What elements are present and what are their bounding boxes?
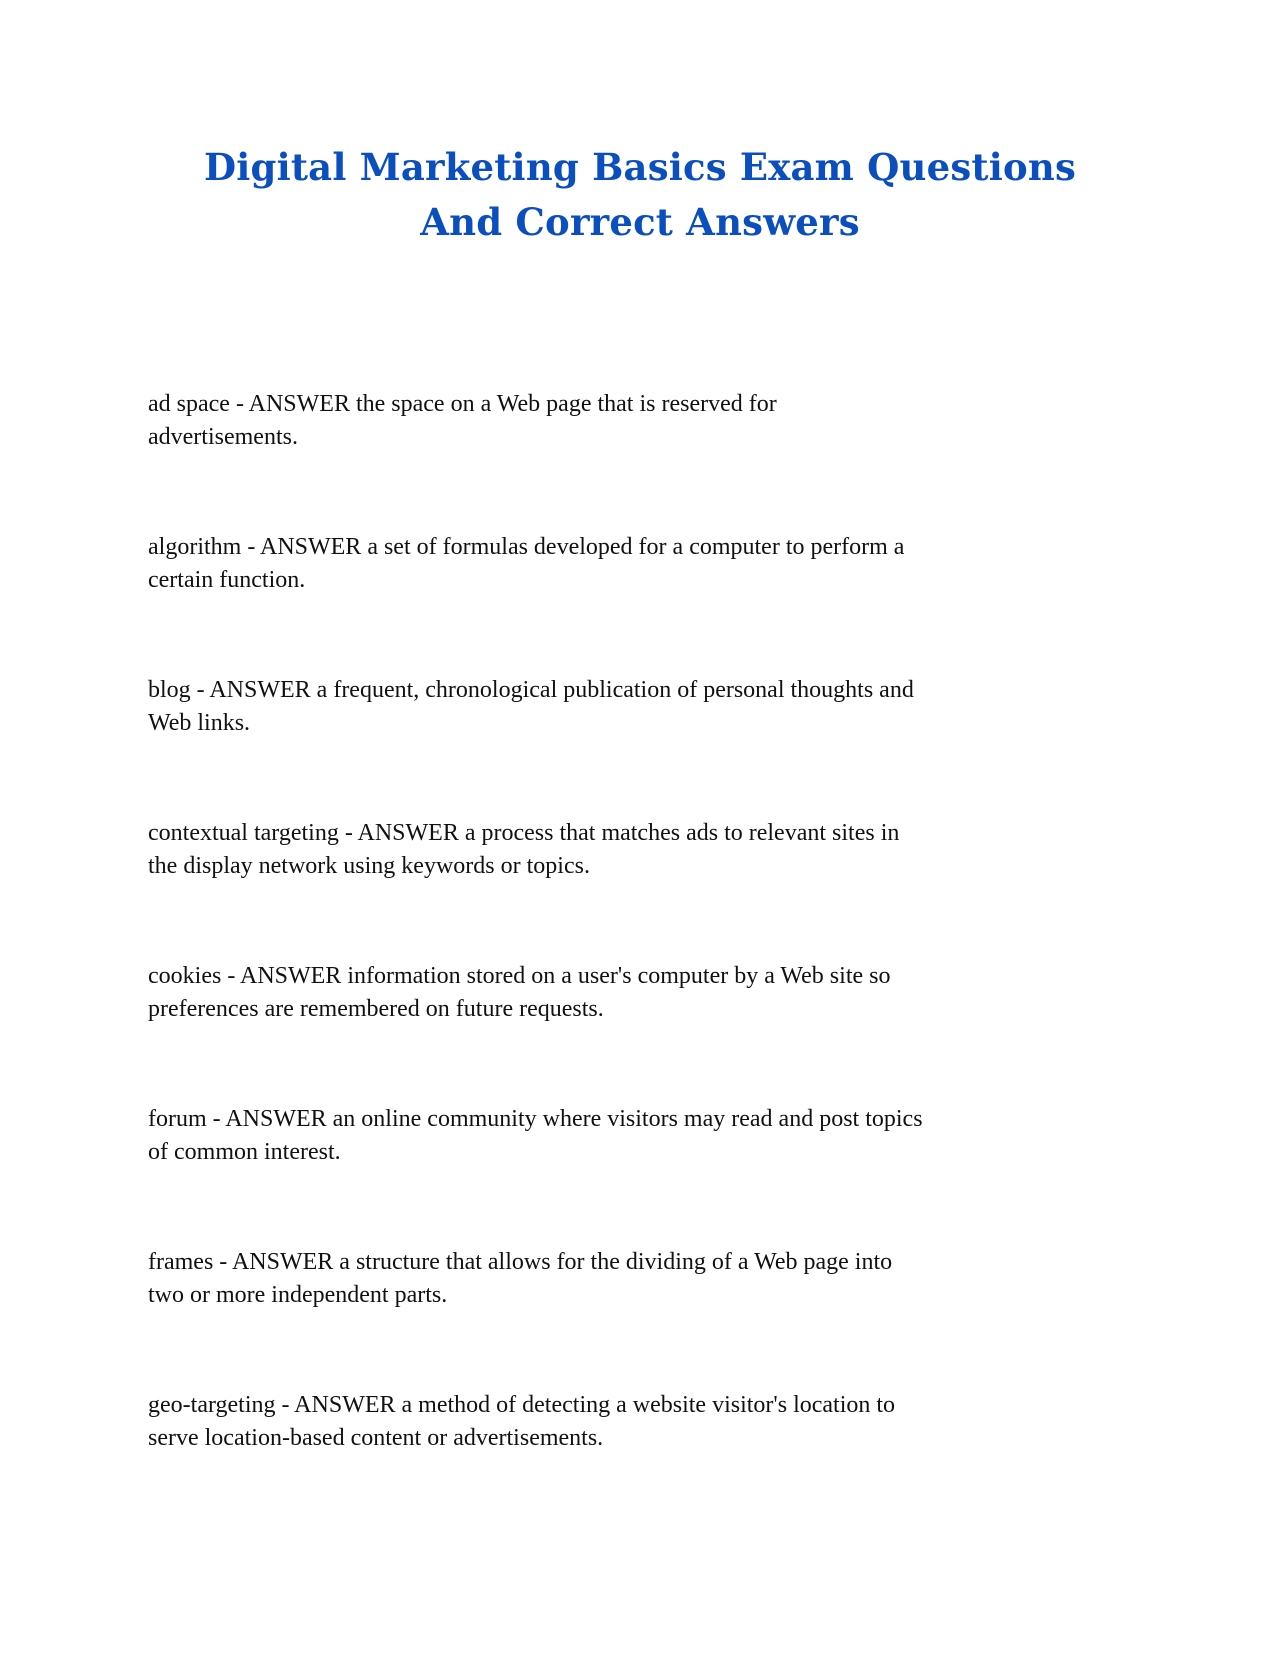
qa-entry-algorithm [148, 531, 1138, 674]
entry-line: the display network using keywords or topics. [148, 853, 590, 879]
qa-entry-forum [148, 1103, 1138, 1246]
entry-line: algorithm - ANSWER a set of formulas developed for a computer to perform a [148, 534, 905, 560]
entry-line: of common interest. [148, 1139, 341, 1165]
qa-entry-cookies [148, 960, 1138, 1103]
qa-entry-ad-space [148, 388, 1138, 531]
entry-line: Web links. [148, 710, 251, 736]
entry-line: preferences are remembered on future requests. [148, 996, 604, 1022]
entry-line: contextual targeting - ANSWER a process that matches ads to relevant sites in [148, 820, 900, 846]
entry-line: certain function. [148, 567, 306, 593]
qa-entry-geo-targeting [148, 1389, 1138, 1532]
qa-entry-contextual-targeting [148, 817, 1138, 960]
entry-line: blog - ANSWER a frequent, chronological publication of personal thoughts and [148, 677, 914, 703]
title-line-1: Digital Marketing Basics Exam Questions [204, 145, 1076, 189]
title-line-2: And Correct Answers [420, 200, 860, 244]
entry-line: ad space - ANSWER the space on a Web page that is reserved for [148, 391, 777, 417]
qa-entry-blog [148, 674, 1138, 817]
page-title [0, 140, 1280, 250]
entry-line: cookies - ANSWER information stored on a user's computer by a Web site so [148, 963, 891, 989]
entry-line: geo-targeting - ANSWER a method of detecting a website visitor's location to [148, 1392, 896, 1418]
entry-line: serve location-based content or advertisements. [148, 1425, 604, 1451]
entry-line: forum - ANSWER an online community where visitors may read and post topics [148, 1106, 923, 1132]
entry-line: frames - ANSWER a structure that allows for the dividing of a Web page into [148, 1249, 893, 1275]
qa-list [148, 388, 1138, 1532]
qa-entry-frames [148, 1246, 1138, 1389]
entry-line: two or more independent parts. [148, 1282, 448, 1308]
entry-line: advertisements. [148, 424, 298, 450]
